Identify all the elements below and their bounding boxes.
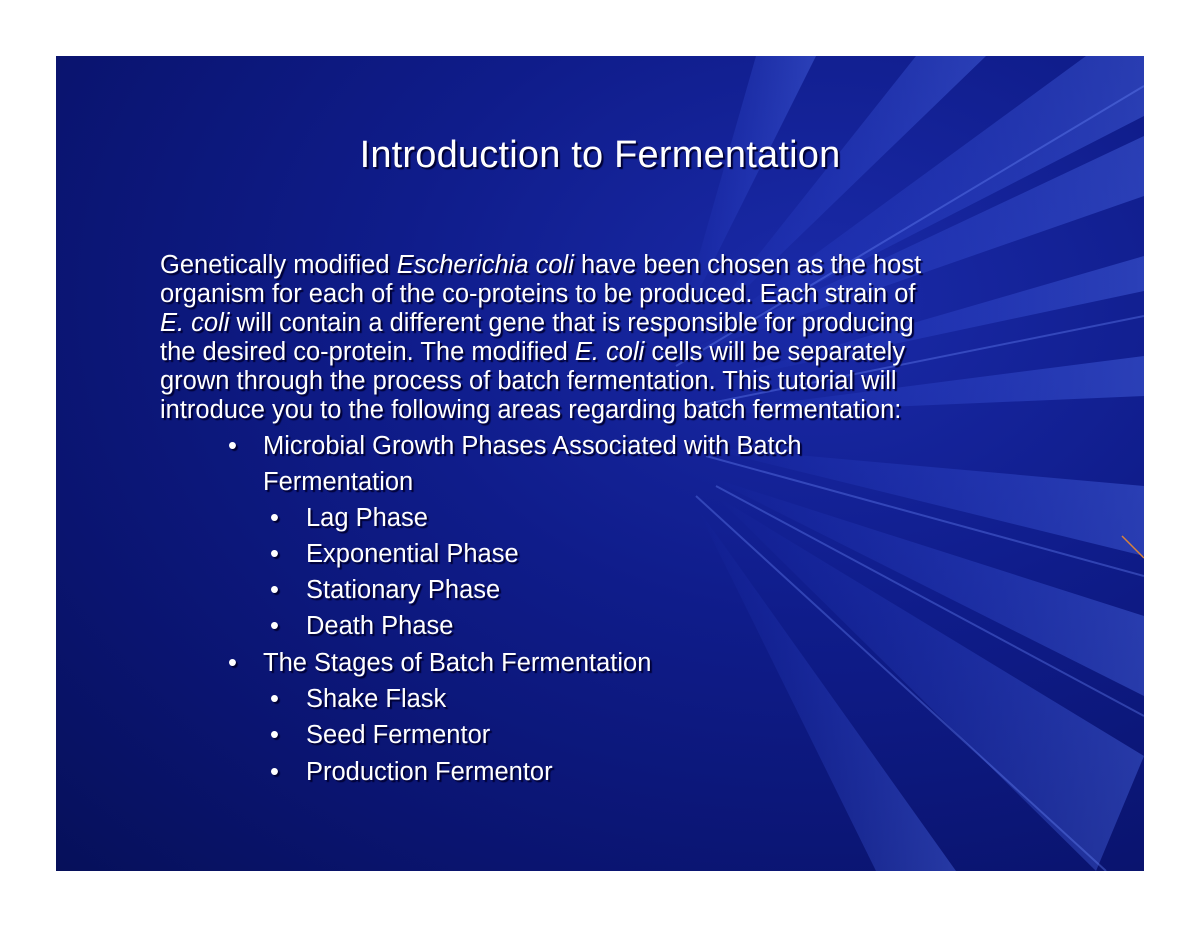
intro-line-3: E. coli will contain a different gene that is responsible for producing bbox=[160, 309, 914, 337]
subitem-shake-flask: Shake Flask bbox=[306, 685, 447, 713]
intro-line-1: Genetically modified Escherichia coli have been chosen as the host bbox=[160, 251, 922, 279]
subitem-production-fermentor: Production Fermentor bbox=[306, 758, 553, 786]
bullet-marker: • bbox=[270, 685, 279, 713]
bullet-marker: • bbox=[228, 649, 237, 677]
bullet-marker: • bbox=[228, 432, 237, 460]
bullet-marker: • bbox=[270, 540, 279, 568]
subitem-stationary-phase: Stationary Phase bbox=[306, 576, 501, 604]
subitem-seed-fermentor: Seed Fermentor bbox=[306, 721, 491, 749]
topic-item-growth-phases-cont: Fermentation bbox=[263, 468, 414, 496]
bullet-marker: • bbox=[270, 612, 279, 640]
subitem-lag-phase: Lag Phase bbox=[306, 504, 428, 532]
subitem-exponential-phase: Exponential Phase bbox=[306, 540, 519, 568]
slide bbox=[56, 56, 1144, 871]
intro-line-5: grown through the process of batch fermentation. This tutorial will bbox=[160, 367, 897, 395]
background-rays-decoration bbox=[56, 56, 1144, 871]
intro-line-2: organism for each of the co-proteins to be produced. Each strain of bbox=[160, 280, 916, 308]
organism-name: Escherichia coli bbox=[396, 251, 574, 279]
bullet-marker: • bbox=[270, 758, 279, 786]
bullet-marker: • bbox=[270, 576, 279, 604]
topic-item-batch-stages: The Stages of Batch Fermentation bbox=[263, 649, 652, 677]
intro-line-4: the desired co-protein. The modified E. coli cells will be separately bbox=[160, 338, 906, 366]
bullet-marker: • bbox=[270, 504, 279, 532]
subitem-death-phase: Death Phase bbox=[306, 612, 454, 640]
intro-paragraph bbox=[160, 251, 1090, 425]
slide-title: Introduction to Fermentation bbox=[359, 134, 841, 176]
intro-line-6: introduce you to the following areas regarding batch fermentation: bbox=[160, 396, 902, 424]
topic-item-growth-phases: Microbial Growth Phases Associated with Batch bbox=[263, 432, 802, 460]
bullet-marker: • bbox=[270, 721, 279, 749]
